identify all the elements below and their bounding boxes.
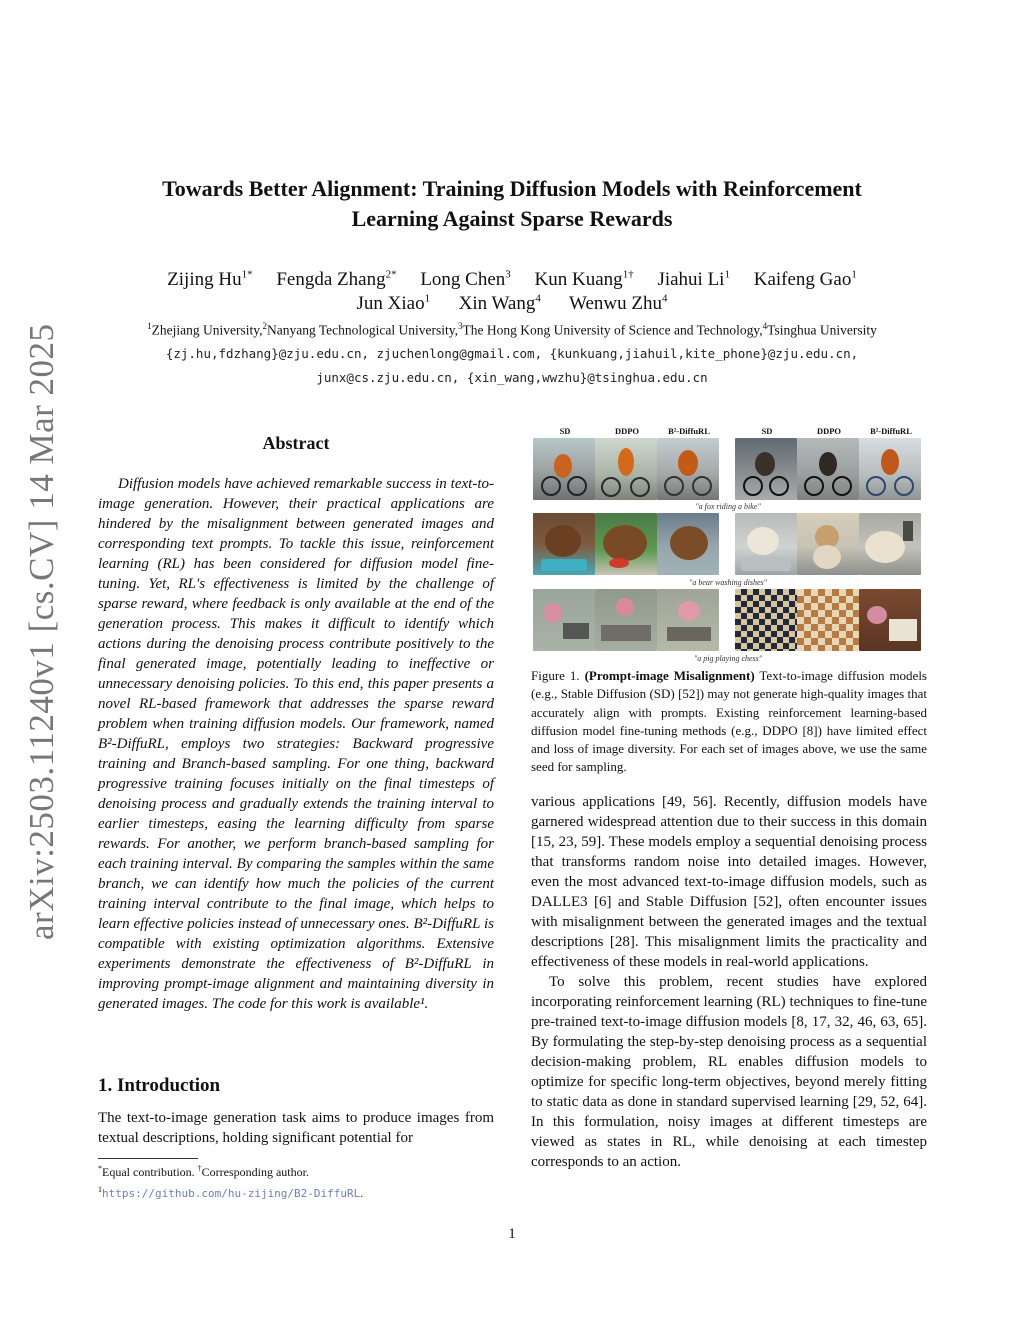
column-label: B²-DiffuRL	[870, 426, 912, 436]
authors-row-1	[0, 269, 1024, 291]
author: Zijing $Hu^{1*}$	[167, 269, 253, 291]
column-label: SD	[559, 426, 571, 436]
generated-image	[859, 589, 921, 651]
footnote-code: $^1$https://github.com/hu-zijing/B2-DiffuRL.	[98, 1185, 364, 1200]
paragraph: various applications [49, 56]. Recently, diffusion models have garnered widespread attention due to their success in this domain [15, 23, 59]. These models employ a sequential denoising process that transforms random noise into detailed images. However, even the most advanced text-to-image diffusion models, such as DALLE3 [6] and Stable Diffusion [52], often encounter issues with misalignment between the generated images and the textual descriptions [28]. This misalignment limits the practicality and effectiveness of these models in real-world applications.	[531, 794, 927, 970]
author: Jiahui Li$^1$	[657, 269, 730, 291]
generated-image	[533, 589, 595, 651]
abstract-body	[98, 474, 494, 1014]
page-number: 1	[508, 1226, 516, 1242]
generated-image	[657, 589, 719, 651]
generated-image	[859, 438, 921, 500]
authors-row-2	[0, 293, 1024, 315]
generated-image	[595, 438, 657, 500]
paragraph: To solve this problem, recent studies have explored incorporating reinforcement learning (RL) techniques to fine-tune pre-trained text-to-image diffusion models [8, 17, 32, 46, 63, 65]. By formulating the step-by-step denoising process as a sequential decision-making problem, RL enables diffusion models to optimize for specific long-term objectives, beyond merely fitting to static data as done in standard supervised learning [29, 52, 64]. In this formulation, noisy images at different timesteps are viewed as states in RL, while denoising at each timestep corresponds to an action.	[531, 974, 927, 1170]
footnote-contrib: *Equal contribution. †Corresponding author.	[98, 1164, 309, 1179]
paper-title	[0, 174, 1024, 234]
author: Wenwu Zhu$^4$	[569, 293, 668, 315]
emails-line-2: junx@cs.zju.edu.cn, {xin_wang,wwzhu}@tsinghua.edu.cn	[316, 370, 708, 385]
intro-text: The text-to-image generation task aims to produce images from textual descriptions, holding significant potential for	[98, 1110, 494, 1146]
caption-label: Figure 1.	[531, 668, 580, 683]
generated-image	[735, 589, 797, 651]
caption-bold: (Prompt-image Misalignment)	[584, 668, 755, 683]
generated-image	[533, 438, 595, 500]
author: Long Chen$^3$	[420, 269, 511, 291]
figure-prompt: "a pig playing chess"	[693, 654, 763, 663]
footnote-rule	[98, 1158, 198, 1159]
caption-text: Text-to-image diffusion models (e.g., Stable Diffusion (SD) [52]) may not generate high-quality images that accurately align with prompts. Existing reinforcement learning-based diffusion model fine-tuning methods (e.g., DDPO [8]) have limited effect and loss of image diversity. For each set of images above, we use the same seed for sampling.	[531, 668, 927, 775]
abstract-heading: Abstract	[262, 433, 330, 453]
figure-prompt: "a fox riding a bike"	[695, 502, 761, 511]
title-line-2: Learning Against Sparse Rewards	[351, 206, 673, 231]
figure-caption	[531, 667, 927, 777]
abstract-text: Diffusion models have achieved remarkable success in text-to-image generation. However, their practical applications are hindered by the misalignment between generated images and corresponding text prompts. To tackle this issue, reinforcement learning (RL) has been considered for diffusion model fine-tuning. Yet, RL's effectiveness is limited by the challenge of sparse reward, where feedback is only available at the end of the generation process. This makes it difficult to identify which actions during the denoising process contribute positively to the final generated image, potentially leading to ineffective or unnecessary denoising policies. To this end, this paper presents a novel RL-based framework that addresses the sparse reward problem when training diffusion models. Our framework, named B²-DiffuRL, employs two strategies: Backward progressive training and Branch-based sampling. For one thing, backward progressive training focuses initially on the final timesteps of denoising process and gradually extends the training interval to earlier timesteps, easing the learning difficulty from sparse rewards. For another, we perform branch-based sampling for each training interval. By comparing the samples within the same branch, we can identify how much the policies of the current training interval contribute to the final image, which helps to learn effective policies instead of unnecessary ones. B²-DiffuRL is compatible with existing optimization algorithms. Extensive experiments demonstrate the effectiveness of B²-DiffuRL in improving prompt-image alignment and maintaining diversity in generated images. The code for this work is available¹.	[98, 476, 494, 1012]
section-heading: 1. Introduction	[98, 1075, 221, 1096]
generated-image	[595, 589, 657, 651]
column-label: DDPO	[614, 426, 640, 436]
author: Kun Kuang$^{1\dagger}$	[534, 269, 634, 291]
right-column	[531, 792, 927, 1172]
generated-image	[533, 513, 595, 575]
title-line-1: Towards Better Alignment: Training Diffusion Models with Reinforcement	[162, 176, 862, 201]
generated-image	[735, 513, 797, 575]
author: Fengda Zhang$^{2*}$	[276, 269, 397, 291]
figure-prompt: "a bear washing dishes"	[688, 578, 768, 587]
generated-image	[657, 513, 719, 575]
author: Kaifeng Gao$^1$	[753, 269, 857, 291]
affiliations: $^1$Zhejiang University,$^2$Nanyang Technological University,$^3$The Hong Kong University of Science and Technology,$^4$Tsinghua University	[147, 321, 877, 338]
generated-image	[797, 589, 859, 651]
intro-body	[98, 1108, 494, 1148]
author: Jun Xiao$^1$	[356, 293, 431, 315]
code-link[interactable]: https://github.com/hu-zijing/B2-DiffuRL	[102, 1187, 361, 1200]
generated-image	[797, 438, 859, 500]
footnotes	[98, 1160, 363, 1202]
generated-image	[859, 513, 921, 575]
column-label: DDPO	[816, 426, 842, 436]
figure-1	[531, 422, 925, 667]
generated-image	[735, 438, 797, 500]
generated-image	[657, 438, 719, 500]
author: Xin Wang$^4$	[458, 293, 541, 315]
arxiv-identifier: arXiv:2503.11240v1 [cs.CV] 14 Mar 2025	[22, 323, 61, 940]
generated-image	[797, 513, 859, 575]
generated-image	[595, 513, 657, 575]
column-label: SD	[761, 426, 773, 436]
column-label: B²-DiffuRL	[668, 426, 710, 436]
emails-line-1: {zj.hu,fdzhang}@zju.edu.cn, zjuchenlong@gmail.com, {kunkuang,jiahuil,kite_phone}@zju.edu.cn,	[165, 346, 859, 361]
